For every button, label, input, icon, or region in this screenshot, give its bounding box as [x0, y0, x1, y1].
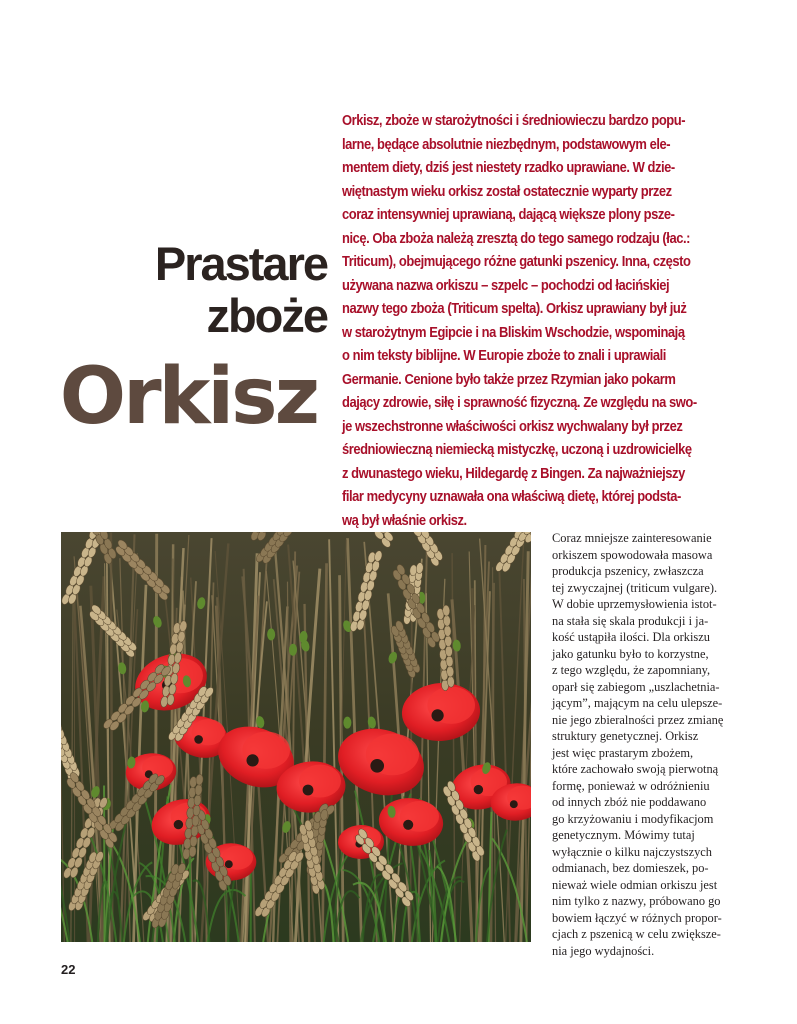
body-line: na stała się skala produkcji i ja- — [552, 613, 709, 628]
body-line: nieważ wiele odmian orkiszu jest — [552, 877, 718, 892]
lead-line: coraz intensywniej uprawianą, dającą większe plony psze- — [342, 207, 675, 223]
body-line: które zachowało swoją pierwotną — [552, 762, 719, 776]
lead-line: Triticum), obejmującego różne gatunki pszenicy. Inna, często — [342, 254, 691, 270]
lead-line: w starożytnym Egipcie i na Bliskim Wschodzie, wspominają — [342, 324, 685, 341]
lead-paragraph — [342, 110, 707, 533]
body-line: jako gatunku było to korzystne, — [552, 646, 709, 661]
body-line: nia jego wydajności. — [552, 943, 655, 958]
lead-line: o nim teksty biblijne. W Europie zboże to znali i uprawiali — [342, 348, 666, 364]
body-line: genetycznym. Mówimy tutaj — [552, 828, 695, 842]
body-line: struktury genetycznej. Orkisz — [552, 729, 699, 743]
body-line: oparł się zabiegom „uszlachetnia- — [552, 679, 720, 694]
lead-line: Orkisz, zboże w starożytności i średniowieczu bardzo popu- — [342, 113, 686, 129]
body-line: nim tylko z nazwy, próbowano go — [552, 894, 721, 908]
lead-line: używana nazwa orkiszu – szpelc – pochodzi od łacińskiej — [342, 277, 670, 294]
body-line: W dobie uprzemysłowienia istot- — [552, 597, 717, 611]
body-line: nie jego zbieralności przez zmianę — [552, 712, 724, 727]
body-line: produkcja pszenicy, zwłaszcza — [552, 564, 704, 578]
headline: Orkisz — [59, 352, 317, 442]
lead-line: dający zdrowie, siłę i sprawność fizyczną. Ze względu na swo- — [342, 395, 697, 411]
body-line: odmianach, bez domieszek, po- — [552, 861, 709, 875]
body-line: bowiem łączyć w różnych propor- — [552, 910, 722, 925]
body-line: Coraz mniejsze zainteresowanie — [552, 531, 712, 545]
lead-line: je wszechstronne właściwości orkisz wychwalany był przez — [342, 418, 683, 435]
lead-line: więtnastym wieku orkisz został ostatecznie wyparty przez — [342, 183, 672, 200]
lead-line: z dwunastego wieku, Hildegardę z Bingen. Za najważniejszy — [342, 465, 685, 482]
body-line: tej zwyczajnej (triticum vulgare). — [552, 580, 718, 595]
page-number: 22 — [61, 962, 76, 977]
lead-line: larne, będące absolutnie niezbędnym, podstawowym ele- — [342, 136, 671, 153]
poppies-and-spelt-photo — [61, 532, 531, 942]
body-line: jącym”, mającym na celu ulepsze- — [552, 696, 723, 710]
lead-line: wą był właśnie orkisz. — [342, 512, 467, 529]
body-line: cjach z pszenicą w celu zwiększe- — [552, 927, 721, 941]
kicker-title — [155, 238, 327, 342]
body-line: kość ustąpiła ilości. Dla orkiszu — [552, 630, 710, 644]
body-line: z tego względu, że zapomniany, — [552, 663, 711, 677]
lead-line: Germanie. Cenione było także przez Rzymian jako pokarm — [342, 371, 676, 388]
lead-line: nazwy tego zboża (Triticum spelta). Orkisz uprawiany był już — [342, 301, 687, 317]
body-line: orkiszem spowodowała masowa — [552, 547, 713, 562]
kicker-line: zboże — [206, 289, 327, 342]
body-line: formę, ponieważ w odróżnieniu — [552, 778, 710, 793]
body-line: wyłącznie o kilku najczystszych — [552, 844, 712, 859]
body-line: go krzyżowaniu i modyfikacjom — [552, 811, 714, 826]
lead-line: nicę. Oba zboża należą zresztą do tego samego rodzaju (łac.: — [342, 230, 690, 247]
lead-line: średniowieczną niemiecką mistyczkę, uczoną i uzdrowicielkę — [342, 442, 692, 458]
lead-line: mentem diety, dziś jest niestety rzadko uprawiane. W dzie- — [342, 160, 675, 176]
kicker-line: Prastare — [154, 237, 327, 290]
body-column — [552, 530, 742, 959]
body-line: od innych zbóż nie poddawano — [552, 795, 707, 809]
lead-line: filar medycyny uznawała ona właściwą dietę, której podsta- — [342, 489, 681, 505]
body-line: jest więc prastarym zbożem, — [552, 745, 694, 760]
